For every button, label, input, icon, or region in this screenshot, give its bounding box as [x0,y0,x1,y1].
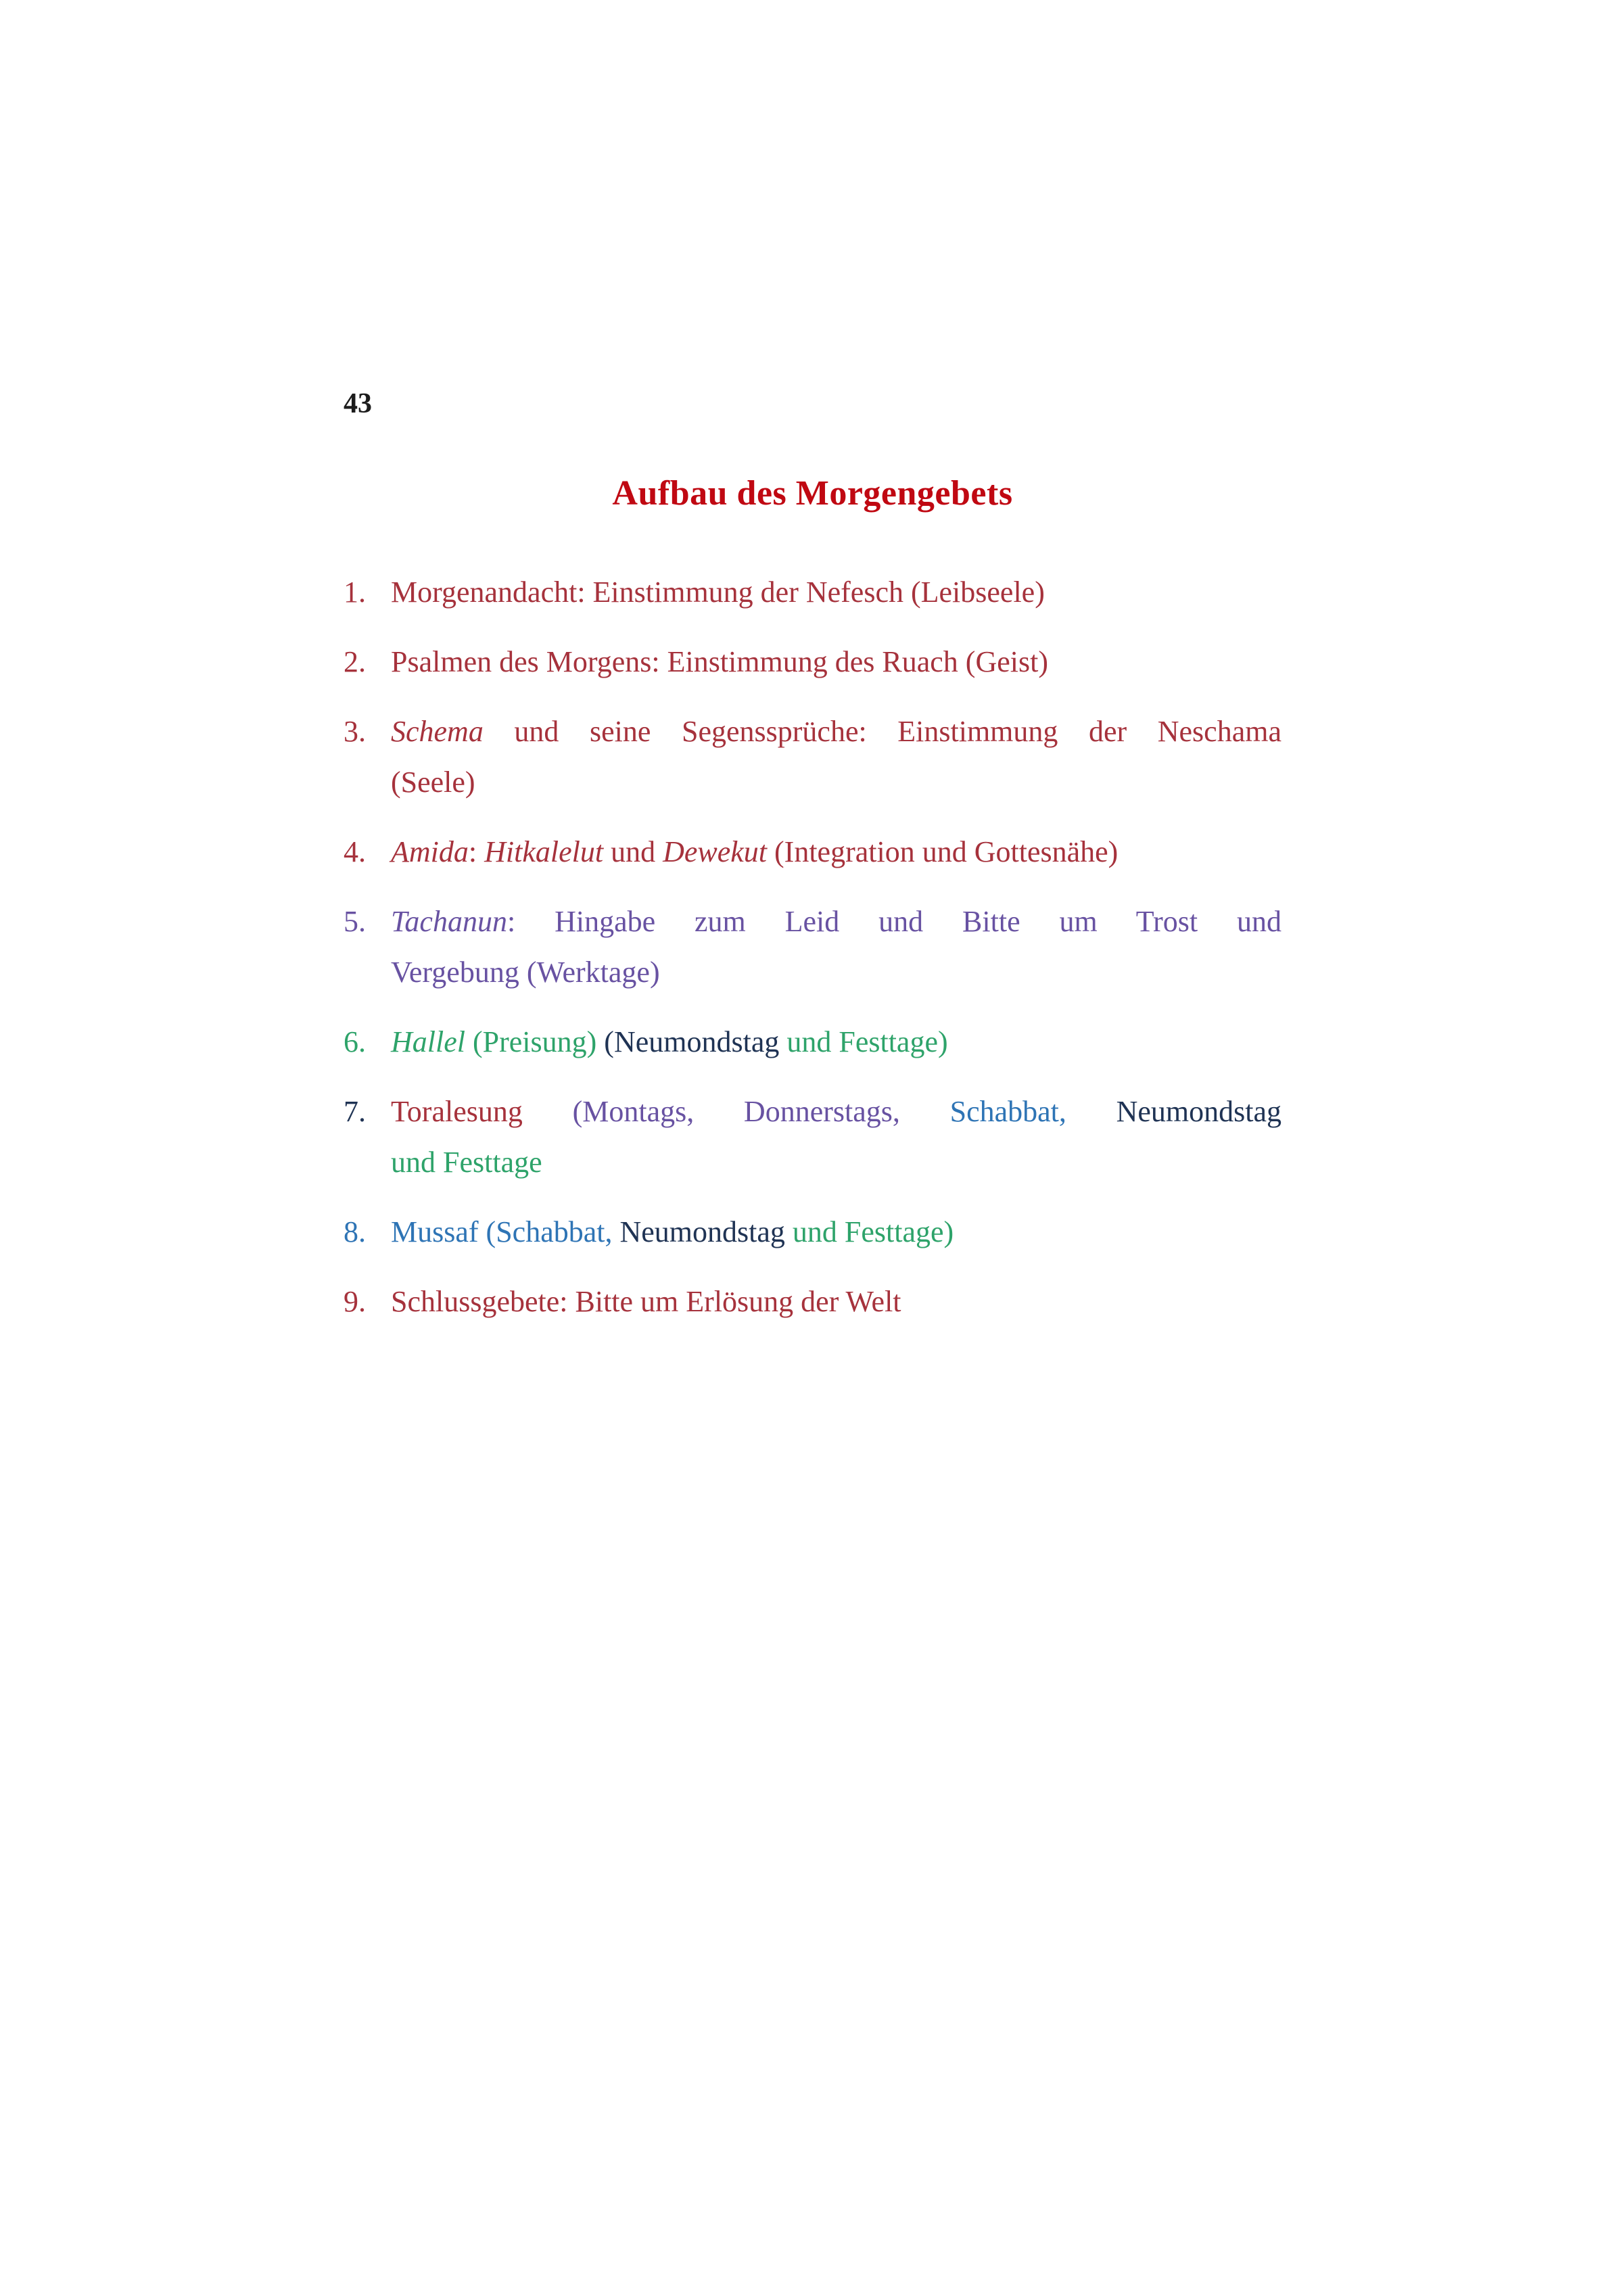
text-segment: Toralesung [391,1095,573,1128]
text-segment: : Hingabe zum Leid und Bitte um Trost und [507,905,1281,938]
text-segment: Hallel [391,1025,465,1058]
text-segment: Mussaf (Schabbat, [391,1215,620,1248]
text-segment: Psalmen des Morgens: Einstimmung des Ruach (Geist) [391,645,1048,678]
item-number: 3. [344,715,366,748]
text-line [391,1206,1281,1257]
text-line [391,1137,1281,1188]
item-text [391,1086,1281,1188]
text-line [391,636,1281,687]
text-segment: (Neumondstag [604,1025,787,1058]
text-segment: (Montags, Donnerstags, [572,1095,950,1128]
list-item-8 [344,1206,1281,1257]
text-segment: Schlussgebete: Bitte um Erlösung der Welt [391,1285,901,1318]
list-item-3 [344,706,1281,807]
item-number: 2. [344,645,366,678]
document-title: Aufbau des Morgengebets [612,474,1013,513]
item-text [391,896,1281,998]
text-line [391,826,1281,877]
text-segment: (Seele) [391,766,475,799]
list-item-1 [344,567,1281,617]
text-segment: Neumondstag [619,1215,793,1248]
item-number: 7. [344,1095,366,1128]
text-line [391,1276,1281,1327]
text-line [391,947,1281,998]
text-segment: (Integration und Gottesnähe) [767,835,1119,868]
list-item-6 [344,1016,1281,1067]
text-segment: Neumondstag [1116,1095,1281,1128]
item-text [391,1276,1281,1327]
text-segment: und Festtage [391,1146,542,1179]
item-text [391,1016,1281,1067]
text-segment: Amida [391,835,469,868]
item-text [391,826,1281,877]
item-number: 9. [344,1285,366,1318]
list-item-5 [344,896,1281,998]
item-number: 1. [344,576,366,609]
text-segment: und Festtage) [786,1025,948,1058]
text-segment: Morgenandacht: Einstimmung der Nefesch (Leibseele) [391,576,1045,609]
list-item-2 [344,636,1281,687]
text-segment: (Preisung) [465,1025,605,1058]
text-segment: und [603,835,663,868]
prayer-structure-list [344,567,1281,1327]
list-item-9 [344,1276,1281,1327]
text-line [391,1016,1281,1067]
content-area [344,473,1281,1327]
text-segment: und seine Segenssprüche: Einstimmung der Neschama [483,715,1281,748]
item-number: 8. [344,1215,366,1248]
item-text [391,636,1281,687]
text-segment: Hitkalelut [484,835,604,868]
item-text [391,567,1281,617]
text-segment: Dewekut [663,835,768,868]
text-segment: Tachanun [391,905,507,938]
item-text [391,706,1281,807]
item-number: 5. [344,905,366,938]
list-item-7 [344,1086,1281,1188]
text-segment: und Festtage) [792,1215,954,1248]
list-item-4 [344,826,1281,877]
item-number: 6. [344,1025,366,1058]
text-segment: Schema [391,715,484,748]
item-text [391,1206,1281,1257]
text-line [391,706,1281,757]
text-line [391,757,1281,807]
page-number: 43 [344,388,372,419]
text-segment: Schabbat, [949,1095,1116,1128]
text-segment: Vergebung (Werktage) [391,956,660,989]
text-line [391,1086,1281,1137]
text-line [391,896,1281,947]
text-segment: : [468,835,485,868]
item-number: 4. [344,835,366,868]
text-line [391,567,1281,617]
